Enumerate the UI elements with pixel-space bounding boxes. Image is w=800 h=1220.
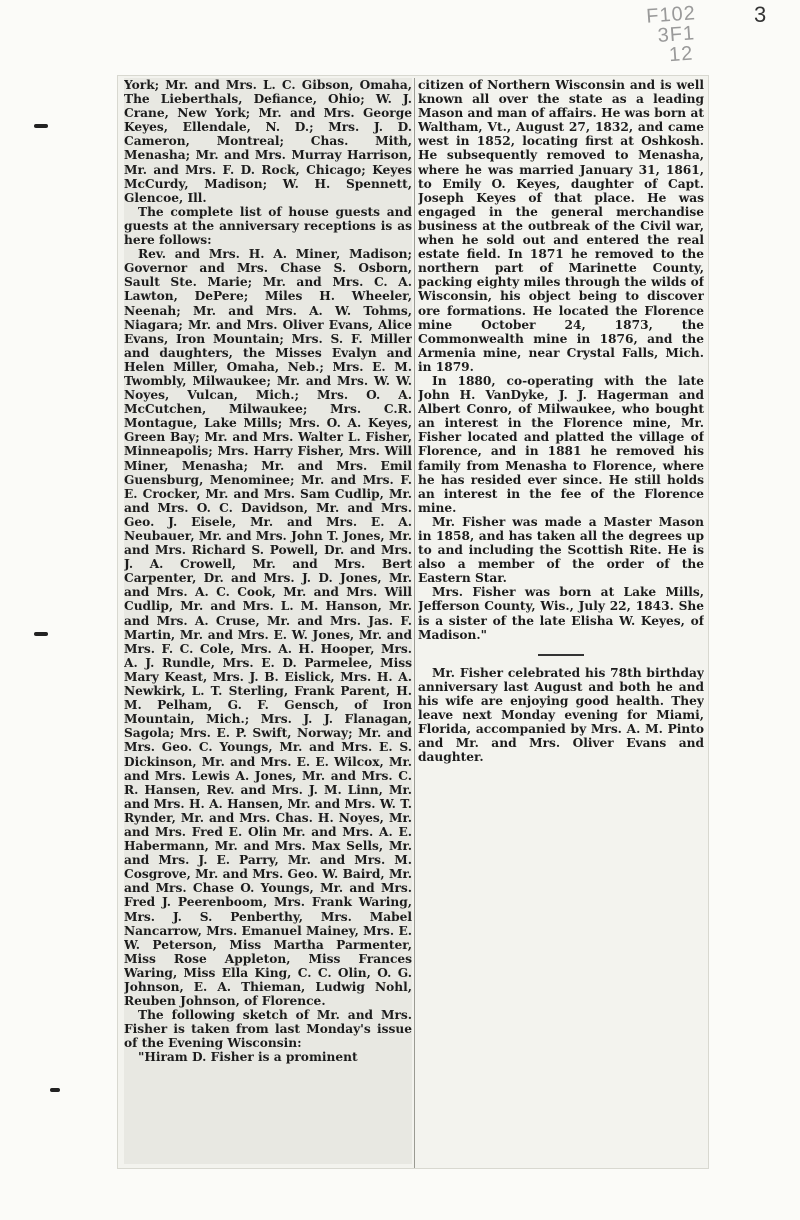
binder-hole-mark bbox=[50, 1088, 60, 1092]
binder-hole-mark bbox=[34, 632, 48, 636]
biography-paragraph: Mr. Fisher was made a Master Mason in 1858, and has taken all the degrees up to and including the Scottish Rite. He is also a member of the order of the Eastern Star. bbox=[418, 514, 704, 586]
right-column bbox=[418, 78, 704, 808]
binder-hole-mark bbox=[34, 124, 48, 128]
archive-mark-line-3: 12 bbox=[668, 42, 695, 67]
guest-list: Rev. and Mrs. H. A. Miner, Madison; Governor and Mrs. Chase S. Osborn, Sault Ste. Marie; Mr. and Mrs. C. A. Lawton, DePere; Miles H. Wheeler, Neenah; Mr. and Mrs. A. W. Tohms, Niagara; Mr. and Mrs. Oliver Evans, Alice Evans, Iron Mountain; Mrs. S. F. Miller and daughters, the Misses Evalyn and Helen Miller, Omaha, Neb.; Mrs. E. M. Twombly, Milwaukee; Mr. and Mrs. W. W. Noyes, Vulcan, Mich.; Mrs. O. A. McCutchen, Milwaukee; Mrs. C.R. Montague, Lake Mills; Mrs. O. A. Keyes, Green Bay; Mr. and Mrs. Walter L. Fisher, Minneapolis; Mrs. Harry Fisher, Mrs. Will Miner, Menasha; Mr. and Mrs. Emil Guensburg, Menominee; Mr. and Mrs. F. E. Crocker, Mr. and Mrs. Sam Cudlip, Mr. and Mrs. O. C. Davidson, Mr. and Mrs. Geo. J. Eisele, Mr. and Mrs. E. A. Neubauer, Mr. and Mrs. John T. Jones, Mr. and Mrs. Richard S. Powell, Dr. and Mrs. J. A. Crowell, Mr. and Mrs. Bert Carpenter, Dr. and Mrs. J. D. Jones, Mr. and Mrs. A. C. Cook, Mr. and Mrs. Will Cudlip, Mr. and Mrs. L. M. Hanson, Mr. and Mrs. A. Cruse, Mr. and Mrs. Jas. F. Martin, Mr. and Mrs. E. W. Jones, Mr. and Mrs. F. C. Cole, Mrs. A. H. Hooper, Mrs. A. J. Rundle, Mrs. E. D. Parmelee, Miss Mary Keast, Mrs. J. B. Eislick, Mrs. H. A. Newkirk, L. T. Sterling, Frank Parent, H. M. Pelham, G. F. Gensch, of Iron Mountain, Mich.; Mrs. J. J. Flanagan, Sagola; Mrs. E. P. Swift, Norway; Mr. and Mrs. Geo. C. Youngs, Mr. and Mrs. E. S. Dickinson, Mr. and Mrs. E. E. Wilcox, Mr. and Mrs. Lewis A. Jones, Mr. and Mrs. C. R. Hansen, Rev. and Mrs. J. M. Linn, Mr. and Mrs. H. A. Hansen, Mr. and Mrs. W. T. Rynder, Mr. and Mrs. Chas. H. Noyes, Mr. and Mrs. Fred E. Olin Mr. and Mrs. A. E. Habermann, Mr. and Mrs. Max Sells, Mr. and Mrs. J. E. Parry, Mr. and Mrs. M. Cosgrove, Mr. and Mrs. Geo. W. Baird, Mr. and Mrs. Chase O. Youngs, Mr. and Mrs. Fred J. Peerenboom, Mrs. Frank Waring, Mrs. J. S. Penberthy, Mrs. Mabel Nancarrow, Mrs. Emanuel Mainey, Mrs. E. W. Peterson, Miss Martha Parmenter, Miss Rose Appleton, Miss Frances Waring, Miss Ella King, C. C. Olin, O. G. Johnson, E. A. Thieman, Ludwig Nohl, Reuben Johnson, of Florence. bbox=[124, 247, 412, 1009]
archive-mark-line-2: 3F1 bbox=[656, 22, 696, 47]
left-column bbox=[124, 78, 412, 1164]
page-number: 3 bbox=[754, 2, 767, 27]
biography-paragraph: In 1880, co-operating with the late John H. VanDyke, J. J. Hagerman and Albert Conro, of Milwaukee, who bought an interest in the Florence mine, Mr. Fisher located and platted the village of Florence, and in 1881 he removed his family from Menasha to Florence, where he has resided ever since. He still holds an interest in the fee of the Florence mine. bbox=[418, 373, 704, 515]
section-rule bbox=[538, 654, 584, 656]
sketch-intro: The following sketch of Mr. and Mrs. Fisher is taken from last Monday's issue of the Evening Wisconsin: bbox=[124, 1008, 412, 1051]
biography-paragraph: Mrs. Fisher was born at Lake Mills, Jefferson County, Wis., July 22, 1843. She is a sister of the late Elisha W. Keyes, of Madison." bbox=[418, 585, 704, 642]
guest-paragraph: York; Mr. and Mrs. L. C. Gibson, Omaha, The Lieberthals, Defiance, Ohio; W. J. Crane, New York; Mr. and Mrs. George Keyes, Ellendale, N. D.; Mrs. J. D. Cameron, Montreal; Chas. Mith, Menasha; Mr. and Mrs. Murray Harrison, Mr. and Mrs. F. D. Rock, Chicago; Keyes McCurdy, Madison; W. H. Spennett, Glencoe, Ill. bbox=[124, 78, 412, 205]
closing-paragraph: Mr. Fisher celebrated his 78th birthday anniversary last August and both he and his wife are enjoying good health. They leave next Monday evening for Miami, Florida, accompanied by Mrs. A. M. Pinto and Mr. and Mrs. Oliver Evans and daughter. bbox=[418, 665, 704, 765]
archive-mark-line-1: F102 bbox=[645, 2, 697, 28]
column-divider bbox=[414, 78, 415, 1168]
sketch-start: "Hiram D. Fisher is a prominent bbox=[138, 1050, 358, 1065]
biography-paragraph: citizen of Northern Wisconsin and is well known all over the state as a leading Mason and man of affairs. He was born at Waltham, Vt., August 27, 1832, and came west in 1852, locating first at Oshkosh. He subsequently removed to Menasha, where he was married January 31, 1861, to Emily O. Keyes, daughter of Capt. Joseph Keyes of that place. He was engaged in the general merchandise business at the outbreak of the Civil war, when he sold out and entered the real estate field. In 1871 he removed to the northern part of Marinette County, packing eighty miles through the wilds of Wisconsin, his object being to discover ore formations. He located the Florence mine October 24, 1873, the Commonwealth mine in 1876, and the Armenia mine, near Crystal Falls, Mich. in 1879. bbox=[418, 78, 704, 374]
guest-list-intro: The complete list of house guests and guests at the anniversary receptions is as here follows: bbox=[124, 204, 412, 248]
archive-catalog-mark bbox=[644, 1, 729, 76]
